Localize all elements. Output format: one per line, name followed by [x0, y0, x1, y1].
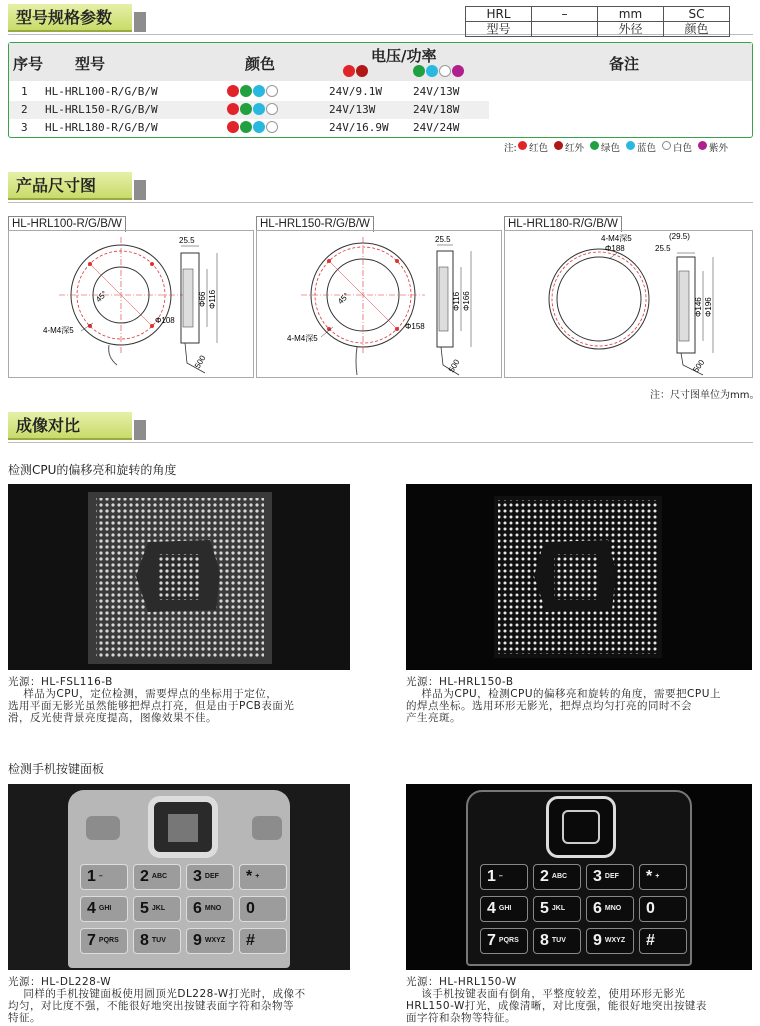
- legend-label: 红外: [565, 143, 585, 154]
- keypad-key: [480, 928, 528, 954]
- keypad-image-dome-light: [8, 784, 350, 970]
- dimension-drawing-150: [256, 230, 502, 378]
- red-dot-icon: [227, 121, 239, 133]
- white-dot-icon: [266, 121, 278, 133]
- header-voltage: 电压/功率: [371, 47, 437, 65]
- key-main-label: 0: [246, 900, 255, 918]
- key-main-label: #: [246, 932, 255, 950]
- keypad-key: [186, 928, 234, 954]
- red-dot-icon: [518, 141, 527, 150]
- section-divider: [8, 202, 753, 203]
- red-dot-icon: [343, 65, 355, 77]
- green-dot-icon: [590, 141, 599, 150]
- key-main-label: 9: [593, 932, 602, 950]
- angle-label: 45°: [94, 289, 109, 305]
- row-model: HL-HRL150-R/G/B/W: [45, 103, 158, 116]
- keypad-key: [533, 896, 581, 922]
- key-sub-label: PQRS: [98, 937, 119, 944]
- table-row: [9, 83, 752, 101]
- table-row: [9, 119, 752, 137]
- section-divider: [8, 442, 753, 443]
- key-main-label: 8: [140, 932, 149, 950]
- legend-prefix: 注:: [504, 143, 517, 154]
- key-sub-label: MNO: [604, 905, 622, 912]
- green-dot-icon: [240, 103, 252, 115]
- screw-label: 4-M4深5: [43, 326, 74, 335]
- legend-label: 蓝色: [637, 143, 657, 154]
- row-index: 1: [21, 85, 28, 98]
- keypad-caption-left: 光源：HL-DL228-W 同样的手机按键面板使用圆顶光DL228-W打光时，成像不 均匀，对比度不强，不能很好地突出按键表面字符和杂物等 特征。: [8, 976, 306, 1024]
- key-sub-label: WXYZ: [604, 937, 626, 944]
- key-sub-label: WXYZ: [204, 937, 226, 944]
- dimension-drawing-100: [8, 230, 254, 378]
- keypad-key: [639, 928, 687, 954]
- key-main-label: 7: [87, 932, 96, 950]
- keypad-key: [639, 864, 687, 890]
- key-sub-label: GHI: [498, 905, 512, 912]
- keypad-key: [239, 896, 287, 922]
- dim-unit-note: 注：尺寸图单位为mm。: [650, 390, 760, 401]
- infrared-dot-icon: [554, 141, 563, 150]
- dim-title: HL-HRL150-R/G/B/W: [256, 216, 374, 232]
- key-main-label: 8: [540, 932, 549, 950]
- section-title: 成像对比: [16, 416, 81, 435]
- keypad-key: [186, 864, 234, 890]
- key-sub-label: –: [498, 873, 503, 880]
- key-main-label: 4: [87, 900, 96, 918]
- outer-dia-label: Φ166: [462, 291, 471, 311]
- header-index: 序号: [13, 55, 44, 73]
- key-main-label: 1: [487, 868, 496, 886]
- key-sub-label: JKL: [551, 905, 566, 912]
- key-sub-label: JKL: [151, 905, 166, 912]
- key-main-label: *: [646, 868, 653, 886]
- keypad-key: [533, 928, 581, 954]
- keypad-key: [80, 928, 128, 954]
- section-title: 产品尺寸图: [16, 176, 97, 195]
- keypad-key: [133, 864, 181, 890]
- spec-table: [8, 42, 753, 138]
- keypad-key: [80, 896, 128, 922]
- key-main-label: 6: [193, 900, 202, 918]
- key-sub-label: TUV: [551, 937, 566, 944]
- blue-dot-icon: [253, 85, 265, 97]
- legend-label: 红色: [529, 143, 549, 154]
- keypad-key: [586, 928, 634, 954]
- inner-dia-label: Φ66: [198, 291, 207, 307]
- thickness-alt-label: (29.5): [669, 232, 690, 241]
- keypad-key: [80, 864, 128, 890]
- cpu-caption-left: 光源：HL-FSL116-B 样品为CPU，定位检测，需要焊点的坐标用于定位， 选用平面无影光虽然能够把焊点打亮，但是由于PCB表面光 滑，反光使背景亮度提高，图像效果不佳。: [8, 676, 295, 724]
- table-cell: 型号: [466, 22, 532, 37]
- outer-dia-label: Φ196: [704, 297, 713, 317]
- row-index: 2: [21, 103, 28, 116]
- keypad-key: [639, 896, 687, 922]
- row-power2: 24V/13W: [413, 85, 460, 98]
- legend-label: 绿色: [601, 143, 621, 154]
- key-main-label: *: [246, 868, 253, 886]
- row-model: HL-HRL180-R/G/B/W: [45, 121, 158, 134]
- key-main-label: 5: [540, 900, 549, 918]
- white-dot-icon: [266, 103, 278, 115]
- white-dot-icon: [662, 141, 671, 150]
- key-main-label: 3: [193, 868, 202, 886]
- table-cell: 外径: [598, 22, 664, 37]
- cpu-heading: 检测CPU的偏移亮和旋转的角度: [8, 463, 177, 477]
- key-sub-label: TUV: [151, 937, 166, 944]
- key-sub-label: MNO: [204, 905, 222, 912]
- section-banner-compare: [8, 412, 132, 440]
- row-model: HL-HRL100-R/G/B/W: [45, 85, 158, 98]
- keypad-key: [480, 896, 528, 922]
- table-cell: –: [532, 7, 598, 22]
- table-cell: HRL: [466, 7, 532, 22]
- key-sub-label: PQRS: [498, 937, 519, 944]
- legend-label: 白色: [673, 143, 693, 154]
- green-dot-icon: [413, 65, 425, 77]
- header-color: 颜色: [245, 55, 276, 73]
- thickness-label: 25.5: [655, 244, 671, 253]
- infrared-dot-icon: [356, 65, 368, 77]
- key-sub-label: ABC: [551, 873, 568, 880]
- key-main-label: 5: [140, 900, 149, 918]
- uv-dot-icon: [452, 65, 464, 77]
- key-main-label: 9: [193, 932, 202, 950]
- legend-label: 紫外: [709, 143, 729, 154]
- keypad-image-ring-light: [406, 784, 752, 970]
- section-title: 型号规格参数: [16, 8, 113, 27]
- keypad-key: [239, 864, 287, 890]
- row-power1: 24V/16.9W: [329, 121, 389, 134]
- key-main-label: 6: [593, 900, 602, 918]
- key-sub-label: +: [255, 873, 260, 880]
- key-sub-label: –: [98, 873, 103, 880]
- keypad-key: [480, 864, 528, 890]
- red-dot-icon: [227, 103, 239, 115]
- row-index: 3: [21, 121, 28, 134]
- dimension-drawing-180: [504, 230, 753, 378]
- color-legend: [504, 140, 754, 152]
- angle-label: 45°: [336, 291, 351, 307]
- key-sub-label: ABC: [151, 873, 168, 880]
- section-banner-spec: [8, 4, 132, 32]
- row-power1: 24V/13W: [329, 103, 376, 116]
- keypad-key: [533, 864, 581, 890]
- key-main-label: #: [646, 932, 655, 950]
- header-model: 型号: [75, 55, 106, 73]
- white-dot-icon: [266, 85, 278, 97]
- thickness-label: 25.5: [435, 235, 451, 244]
- keypad-key: [239, 928, 287, 954]
- thickness-label: 25.5: [179, 236, 195, 245]
- header-note: 备注: [609, 55, 640, 73]
- key-main-label: 7: [487, 932, 496, 950]
- screw-label: 4-M4深5: [287, 334, 318, 343]
- table-cell: 颜色: [664, 22, 730, 37]
- screw-label: 4-M4深5: [601, 234, 632, 243]
- blue-dot-icon: [253, 121, 265, 133]
- cable-label: 500: [192, 353, 208, 370]
- key-sub-label: DEF: [604, 873, 619, 880]
- keypad-key: [133, 928, 181, 954]
- cpu-caption-right: 光源：HL-HRL150-B 样品为CPU，检测CPU的偏移亮和旋转的角度，需要把CPU上 的焊点坐标。选用环形无影光，把焊点均匀打亮的同时不会 产生亮斑。: [406, 676, 721, 724]
- row-power1: 24V/9.1W: [329, 85, 382, 98]
- keypad-caption-right: 光源：HL-HRL150-W 该手机按键表面有倒角，平整度较差，使用环形无影光 HRL150-W打光，成像清晰，对比度强，能很好地突出按键表 面字符和杂物等特征。: [406, 976, 707, 1024]
- pcd-label: Φ108: [155, 316, 175, 325]
- outer-dia-label: Φ116: [208, 289, 217, 309]
- red-dot-icon: [227, 85, 239, 97]
- key-main-label: 1: [87, 868, 96, 886]
- cable-label: 500: [446, 357, 462, 374]
- table-row: [466, 22, 730, 37]
- dim-title: HL-HRL180-R/G/B/W: [504, 216, 622, 232]
- table-row: [466, 7, 730, 22]
- key-main-label: 2: [540, 868, 549, 886]
- uv-dot-icon: [698, 141, 707, 150]
- inner-dia-label: Φ116: [452, 291, 461, 311]
- keypad-key: [133, 896, 181, 922]
- dim-title: HL-HRL100-R/G/B/W: [8, 216, 126, 232]
- blue-dot-icon: [253, 103, 265, 115]
- keypad-key: [586, 864, 634, 890]
- green-dot-icon: [240, 121, 252, 133]
- table-cell: SC: [664, 7, 730, 22]
- cpu-image-flat-light: [8, 484, 350, 670]
- key-sub-label: DEF: [204, 873, 219, 880]
- key-sub-label: GHI: [98, 905, 112, 912]
- pcd-label: Φ158: [405, 322, 425, 331]
- cable-label: 500: [691, 358, 707, 375]
- pcd-label: Φ188: [605, 244, 625, 253]
- key-main-label: 3: [593, 868, 602, 886]
- blue-dot-icon: [626, 141, 635, 150]
- key-main-label: 4: [487, 900, 496, 918]
- keypad-key: [586, 896, 634, 922]
- green-dot-icon: [240, 85, 252, 97]
- row-power2: 24V/18W: [413, 103, 460, 116]
- white-dot-icon: [439, 65, 451, 77]
- inner-dia-label: Φ146: [694, 297, 703, 317]
- key-sub-label: +: [655, 873, 660, 880]
- keypad-heading: 检测手机按键面板: [8, 762, 105, 776]
- table-cell: [532, 22, 598, 37]
- row-power2: 24V/24W: [413, 121, 460, 134]
- blue-dot-icon: [426, 65, 438, 77]
- hrl-code-table: [465, 6, 730, 37]
- table-cell: mm: [598, 7, 664, 22]
- cpu-image-ring-light: [406, 484, 752, 670]
- key-main-label: 2: [140, 868, 149, 886]
- keypad-key: [186, 896, 234, 922]
- key-main-label: 0: [646, 900, 655, 918]
- section-banner-dims: [8, 172, 132, 200]
